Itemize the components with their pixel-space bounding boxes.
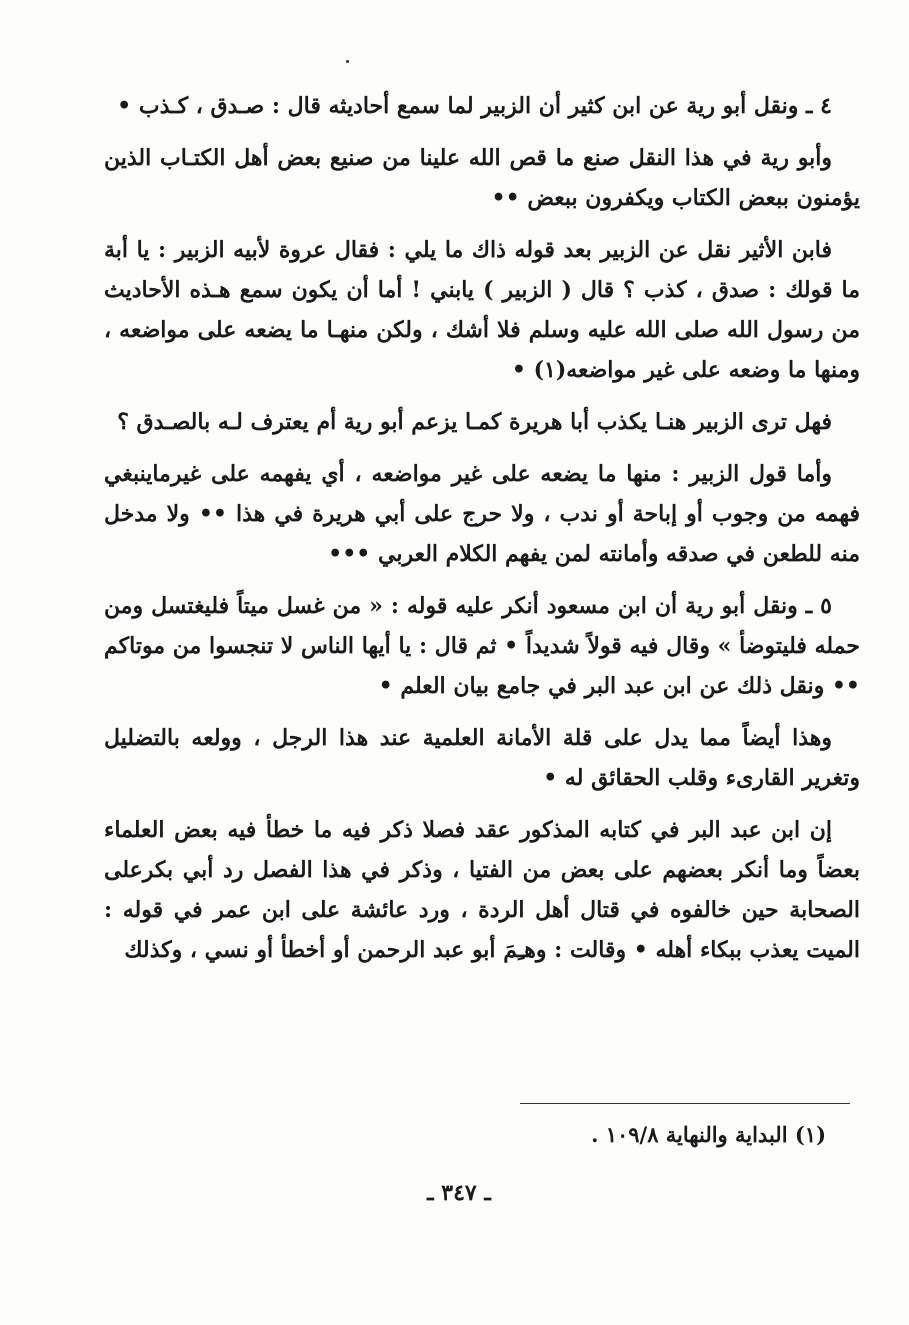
paragraph-5: وأما قول الزبير : منها ما يضعه على غير مواضعه ، أي يفهمه على غيرماينبغي فهمه من وجوب أو إباحة أو ندب ، ولا حرج على أبي هريرة في هذا •• ولا مدخل منه للطعن في صدقه وأمانته لمن يفهم الكلام العربي ••• — [104, 461, 860, 567]
paragraph-1: ٤ ـ ونقل أبو رية عن ابن كثير أن الزبير لما سمع أحاديثه قال : صـدق ، كـذب • — [117, 93, 832, 119]
paragraph-4: فهل ترى الزبير هنـا يكذب أبا هريرة كمـا يزعم أبو رية أم يعترف لـه بالصـدق ؟ — [117, 409, 832, 435]
footnote: (١) البداية والنهاية ١٠٩/٨ . — [591, 1122, 826, 1147]
paragraph-2: وأبو رية في هذا النقل صنع ما قص الله علينا من صنيع بعض أهل الكتـاب الذين يؤمنون ببعض الكتاب ويكفرون ببعض •• — [104, 145, 860, 211]
paragraph-8: إن ابن عبد البر في كتابه المذكور عقد فصلا ذكر فيه ما خطأ فيه بعض العلماء بعضاً وما أنكر بعضهم على بعض من الفتيا ، وذكر في هذا الفصل رد أبي بكرعلى الصحابة حين خالفوه في قتال أهل الردة ، ورد عائشة على ابن عمر في قوله : الميت يعذب ببكاء أهله • وقالت : وهـِمَ أبو عبد الرحمن أو أخطأ أو نسي ، وكذلك — [104, 817, 860, 963]
page-number: ـ ٣٤٧ ـ — [427, 1180, 491, 1206]
body-text — [104, 86, 860, 982]
paragraph-6: ٥ ـ ونقل أبو رية أن ابن مسعود أنكر عليه قوله : « من غسل ميتاً فليغتسل ومن حمله فليتوضأ » وقال فيه قولاً شديداً • ثم قال : يا أيها الناس لا تنجسوا من موتاكم •• ونقل ذلك عن ابن عبد البر في جامع بيان العلم • — [104, 593, 860, 699]
paragraph-3: فابن الأثير نقل عن الزبير بعد قوله ذاك ما يلي : فقال عروة لأبيه الزبير : يا أبة ما قولك : صدق ، كذب ؟ قال ( الزبير ) يابني ! أما أن يكون سمع هـذه الأحاديث من رسول الله صلى الله عليه وسلم فلا أشك ، ولكن منهـا ما يضعه على مواضعه ، ومنها ما وضعه على غير مواضعه(١) • — [104, 237, 860, 383]
footnote-divider — [520, 1103, 850, 1104]
scan-speck — [346, 60, 349, 63]
paragraph-7: وهذا أيضاً مما يدل على قلة الأمانة العلمية عند هذا الرجل ، وولعه بالتضليل وتغرير القارىء وقلب الحقائق له • — [104, 725, 860, 791]
